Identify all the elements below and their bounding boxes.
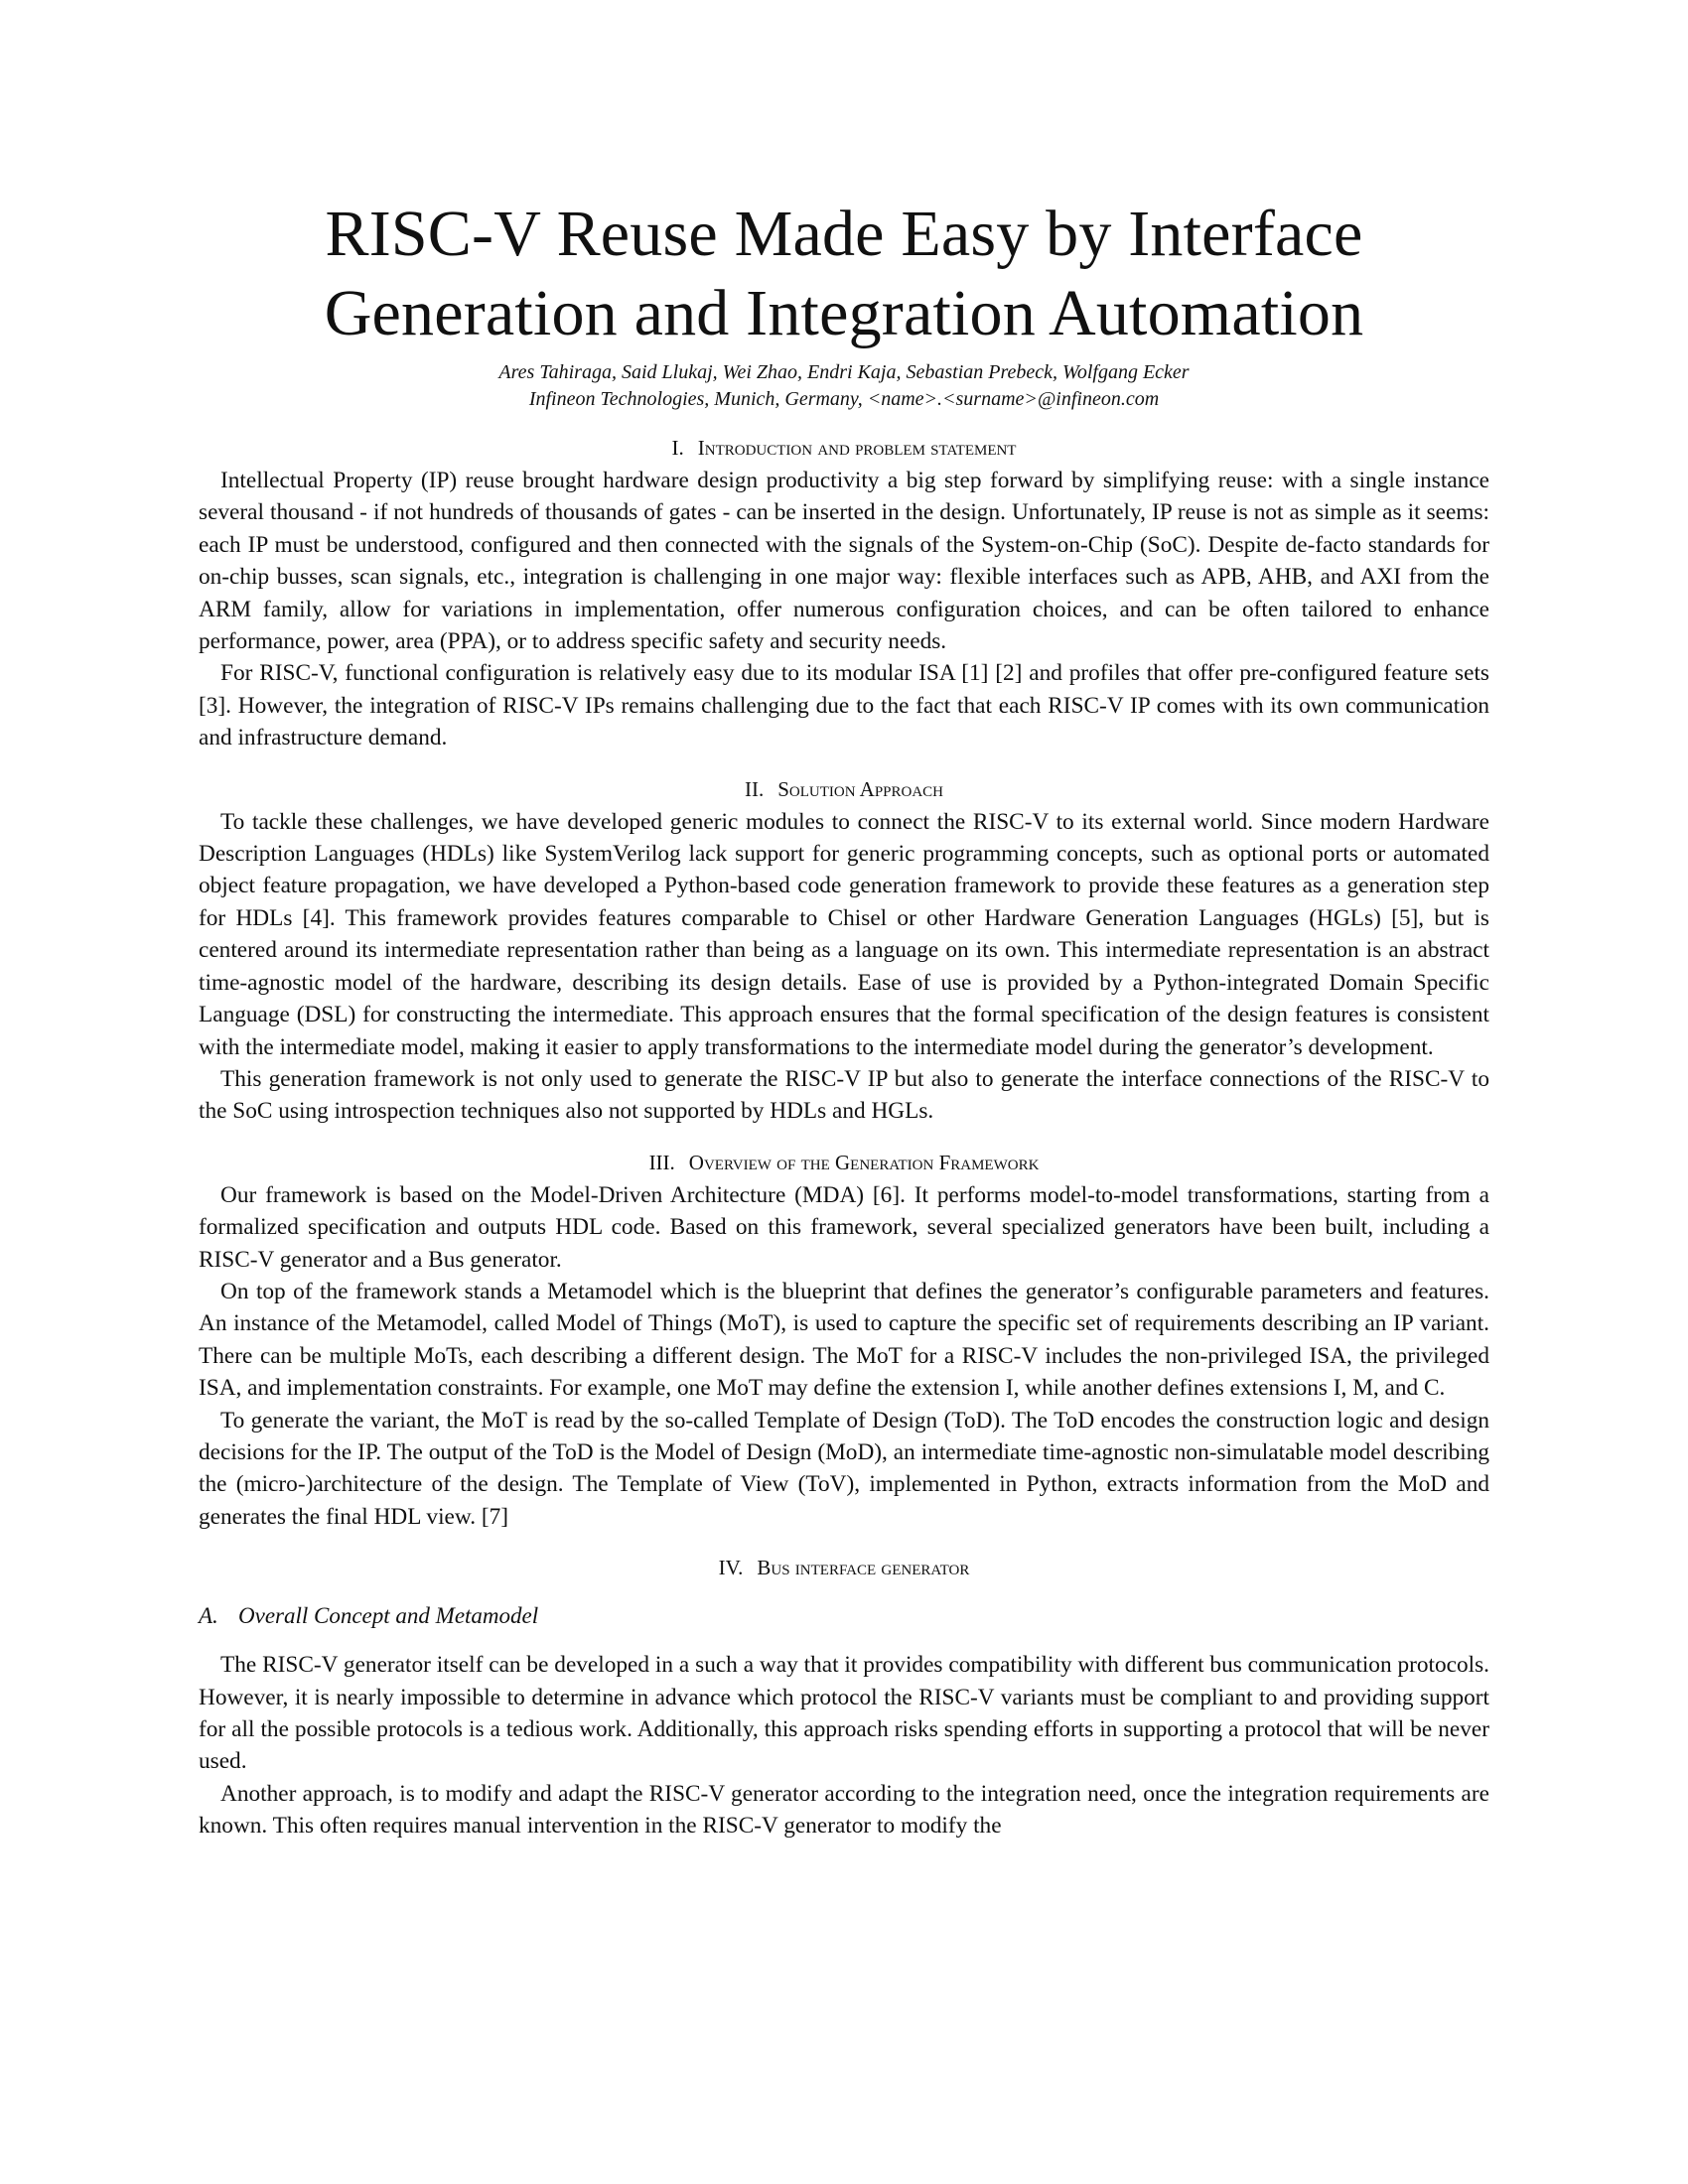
- section-heading-bus-interface-generator: [199, 1555, 1489, 1581]
- paragraph: To generate the variant, the MoT is read by the so-called Template of Design (ToD). The ToD encodes the construction logic and design decisions for the IP. The output of the ToD is the Model of Design (MoD), an intermediate time-agnostic non-simulatable model describing the (micro-)architecture of the design. The Template of View (ToV), implemented in Python, extracts information from the MoD and generates the final HDL view. [7]: [199, 1407, 1489, 1530]
- paragraph: This generation framework is not only used to generate the RISC-V IP but also to generate the interface connections of the RISC-V to the SoC using introspection techniques also not supported by HDLs and HGLs.: [199, 1065, 1489, 1125]
- paragraph: Our framework is based on the Model-Driven Architecture (MDA) [6]. It performs model-to-model transformations, starting from a formalized specification and outputs HDL code. Based on this framework, several specialized generators have been built, including a RISC-V generator and a Bus generator.: [199, 1181, 1489, 1273]
- paper-page: [199, 195, 1489, 1843]
- paragraph: Intellectual Property (IP) reuse brought hardware design productivity a big step forward by simplifying reuse: with a single instance several thousand - if not hundreds of thousands of gates - can be inserted in the design. Unfortunately, IP reuse is not as simple as it seems: each IP must be understood, configured and then connected with the signals of the System-on-Chip (SoC). Despite de-facto standards for on-chip busses, scan signals, etc., integration is challenging in one major way: flexible interfaces such as APB, AHB, and AXI from the ARM family, allow for variations in implementation, offer numerous configuration choices, and can be often tailored to enhance performance, power, area (PPA), or to address specific safety and security needs.: [199, 468, 1489, 655]
- section-title: Bus interface generator: [757, 1556, 970, 1580]
- section-title: Solution Approach: [777, 776, 944, 801]
- section-numeral: I.: [671, 436, 684, 460]
- section-heading-framework-overview: [199, 1150, 1489, 1176]
- author-list: Ares Tahiraga, Said Llukaj, Wei Zhao, Endri Kaja, Sebastian Prebeck, Wolfgang Ecker: [498, 361, 1190, 383]
- subsection-letter: A.: [199, 1603, 218, 1629]
- paragraph: For RISC-V, functional configuration is relatively easy due to its modular ISA [1] [2] and profiles that offer pre-configured feature sets [3]. However, the integration of RISC-V IPs remains challenging due to the fact that each RISC-V IP comes with its own communication and infrastructure demand.: [199, 660, 1489, 751]
- paragraph: On top of the framework stands a Metamodel which is the blueprint that defines the generator’s configurable parameters and features. An instance of the Metamodel, called Model of Things (MoT), is used to capture the specific set of requirements describing an IP variant. There can be multiple MoTs, each describing a different design. The MoT for a RISC-V includes the non-privileged ISA, the privileged ISA, and implementation constraints. For example, one MoT may define the extension I, while another defines extensions I, M, and C.: [199, 1278, 1489, 1402]
- section-title: Introduction and problem statement: [697, 436, 1017, 460]
- paragraph: The RISC-V generator itself can be developed in a such a way that it provides compatibility with different bus communication protocols. However, it is nearly impossible to determine in advance which protocol the RISC-V variants must be compliant to and providing support for all the possible protocols is a tedious work. Additionally, this approach risks spending efforts in supporting a protocol that will be never used.: [199, 1652, 1489, 1775]
- section-title: Overview of the Generation Framework: [688, 1150, 1040, 1174]
- section-heading-introduction: [199, 435, 1489, 462]
- section-heading-solution-approach: [199, 776, 1489, 803]
- paragraph: Another approach, is to modify and adapt the RISC-V generator according to the integration need, once the integration requirements are known. This often requires manual intervention in the RISC-V generator to modify the: [199, 1780, 1489, 1840]
- subsection-title: Overall Concept and Metamodel: [238, 1603, 539, 1629]
- section-numeral: IV.: [718, 1556, 744, 1580]
- paper-title: RISC-V Reuse Made Easy by Interface Generation and Integration Automation: [324, 198, 1364, 349]
- paragraph: To tackle these challenges, we have developed generic modules to connect the RISC-V to its external world. Since modern Hardware Description Languages (HDLs) like SystemVerilog lack support for generic programming concepts, such as optional ports or automated object feature propagation, we have developed a Python-based code generation framework to provide these features as a generation step for HDLs [4]. This framework provides features comparable to Chisel or other Hardware Generation Languages (HGLs) [5], but is centered around its intermediate representation rather than being as a language on its own. This intermediate representation is an abstract time-agnostic model of the hardware, describing its design details. Ease of use is provided by a Python-integrated Domain Specific Language (DSL) for constructing the intermediate. This approach ensures that the formal specification of the design features is consistent with the intermediate model, making it easier to apply transformations to the intermediate model during the generator’s development.: [199, 808, 1489, 1060]
- subsection-heading: [199, 1601, 1489, 1631]
- section-numeral: III.: [648, 1150, 675, 1174]
- section-numeral: II.: [744, 776, 765, 801]
- affiliation: Infineon Technologies, Munich, Germany, <name>.<surname>@infineon.com: [528, 388, 1160, 410]
